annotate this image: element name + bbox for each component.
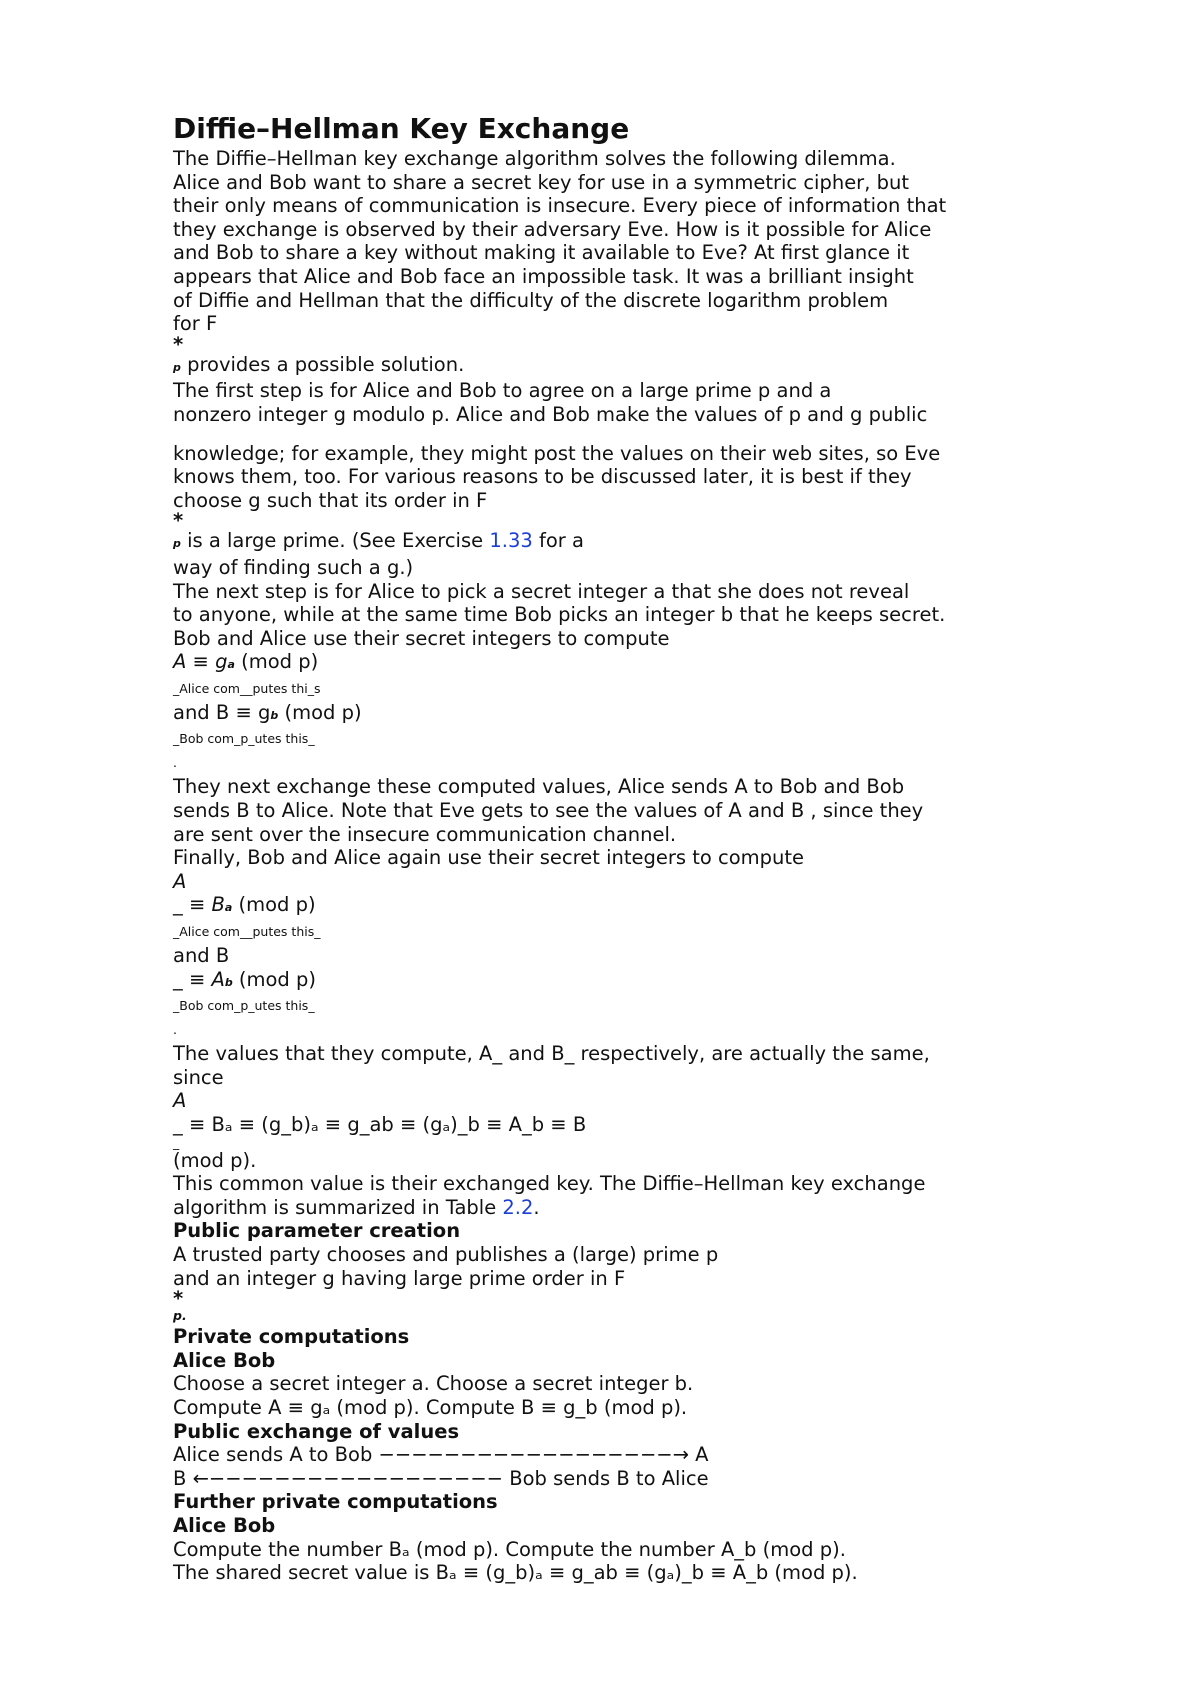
intro-line-5: and Bob to share a key without making it available to Eve? At first glance it bbox=[173, 241, 910, 265]
intro-line-9-text: provides a possible solution. bbox=[180, 352, 465, 376]
step2-equation-2 bbox=[173, 701, 1033, 728]
intro-line-2: Alice and Bob want to share a secret key for use in a symmetric cipher, but bbox=[173, 170, 909, 194]
step1-line-6a: is a large prime. (See Exercise bbox=[180, 529, 490, 553]
table-heading-private: Private computations bbox=[173, 1325, 410, 1349]
table-line-5: Compute A ≡ gₐ (mod p). Compute B ≡ g_b (mod p). bbox=[173, 1395, 688, 1419]
step3-eq2: _ ≡ A bbox=[173, 967, 225, 991]
step3-and-b: and B bbox=[173, 944, 230, 968]
step1-line-7: way of finding such a g.) bbox=[173, 555, 414, 579]
step1-sub: p bbox=[173, 537, 181, 551]
step4-underscore: _ bbox=[173, 1134, 180, 1150]
step3-equation-2 bbox=[173, 968, 1033, 995]
table-link[interactable]: 2.2 bbox=[502, 1195, 534, 1219]
step2-line-2: to anyone, while at the same time Bob picks an integer b that he keeps secret. bbox=[173, 603, 946, 627]
table-line-1: A trusted party chooses and publishes a (large) prime p bbox=[173, 1242, 719, 1266]
step1-line-6b: for a bbox=[532, 529, 584, 553]
step3-line-1: They next exchange these computed values, Alice sends A to Bob and Bob bbox=[173, 775, 905, 799]
step2-note-1: _Alice com__putes thi_s bbox=[173, 680, 321, 696]
intro-line-1: The Diffie–Hellman key exchange algorithm solves the following dilemma. bbox=[173, 147, 896, 170]
table-heading-exchange: Public exchange of values bbox=[173, 1419, 460, 1443]
table-line-9: The shared secret value is Bₐ ≡ (g_b)ₐ ≡ g_ab ≡ (gₐ)_b ≡ A_b (mod p). bbox=[173, 1561, 858, 1585]
step3-line-4: Finally, Bob and Alice again use their secret integers to compute bbox=[173, 846, 805, 870]
step2-eq2-sub: b bbox=[270, 708, 279, 722]
intro-line-6: appears that Alice and Bob face an impossible task. It was a brilliant insight bbox=[173, 264, 914, 288]
step3-eq1-sub: a bbox=[224, 901, 233, 915]
step4-mod: (mod p). bbox=[173, 1148, 257, 1172]
intro-line-8: for F bbox=[173, 312, 218, 336]
step1-line-2: nonzero integer g modulo p. Alice and Bob make the values of p and g public bbox=[173, 402, 928, 426]
step4-equation: _ ≡ Bₐ ≡ (g_b)ₐ ≡ g_ab ≡ (gₐ)_b ≡ A_b ≡ B bbox=[173, 1113, 587, 1136]
step4-line-4a: algorithm is summarized in Table bbox=[173, 1195, 503, 1219]
step2-eq1-end: (mod p) bbox=[234, 650, 319, 674]
step3-dot: . bbox=[173, 1022, 177, 1038]
step4-line-1: The values that they compute, A_ and B_ respectively, are actually the same, bbox=[173, 1042, 930, 1066]
step1-line-4: knows them, too. For various reasons to be discussed later, it is best if they bbox=[173, 465, 912, 489]
step1-line-1: The first step is for Alice and Bob to agree on a large prime p and a bbox=[173, 379, 832, 403]
step4-line-2: since bbox=[173, 1065, 224, 1089]
step4-line-4 bbox=[173, 1196, 1033, 1220]
step3-eq2-sub: b bbox=[224, 975, 233, 989]
table-line-8: Compute the number Bₐ (mod p). Compute the number A_b (mod p). bbox=[173, 1537, 846, 1561]
table-line-7: B ←−−−−−−−−−−−−−−−−−− Bob sends B to Alice bbox=[173, 1466, 709, 1490]
table-columns-1: Alice Bob bbox=[173, 1348, 276, 1372]
step3-eq1: _ ≡ B bbox=[173, 893, 225, 917]
page-title: Diffie–Hellman Key Exchange bbox=[173, 112, 630, 145]
table-columns-2: Alice Bob bbox=[173, 1513, 276, 1537]
step4-a bbox=[173, 1089, 1033, 1113]
table-sub-p: p. bbox=[173, 1308, 187, 1324]
step4-line-3: This common value is their exchanged key. The Diffie–Hellman key exchange bbox=[173, 1172, 926, 1196]
table-heading-further: Further private computations bbox=[173, 1490, 498, 1514]
intro-star: * bbox=[173, 332, 184, 356]
step3-equation-1 bbox=[173, 893, 1033, 920]
step3-line-2: sends B to Alice. Note that Eve gets to see the values of A and B , since they bbox=[173, 799, 924, 823]
step1-star: * bbox=[173, 509, 184, 533]
step1-line-6 bbox=[173, 529, 1033, 556]
step4-a-text: A bbox=[173, 1089, 187, 1113]
step4-line-4b: . bbox=[533, 1195, 540, 1219]
step2-line-1: The next step is for Alice to pick a secret integer a that she does not reveal bbox=[173, 579, 910, 603]
intro-line-7: of Diffie and Hellman that the difficulty of the discrete logarithm problem bbox=[173, 288, 889, 312]
step3-eq1-end: (mod p) bbox=[232, 893, 316, 917]
step2-eq2-end: (mod p) bbox=[278, 700, 362, 724]
intro-line-3: their only means of communication is insecure. Every piece of information that bbox=[173, 194, 947, 218]
table-line-6: Alice sends A to Bob −−−−−−−−−−−−−−−−−−→ A bbox=[173, 1443, 709, 1467]
intro-line-4: they exchange is observed by their adversary Eve. How is it possible for Alice bbox=[173, 217, 932, 241]
step2-eq2: and B ≡ g bbox=[173, 700, 271, 724]
table-heading-public-parameters: Public parameter creation bbox=[173, 1219, 461, 1243]
step3-a bbox=[173, 870, 1033, 894]
step1-line-5: choose g such that its order in F bbox=[173, 488, 488, 512]
document-page bbox=[173, 112, 1033, 1585]
step2-eq1-sub: a bbox=[227, 658, 235, 672]
table-star: * bbox=[173, 1287, 184, 1311]
step3-note-2: _Bob com_p_utes this_ bbox=[173, 998, 315, 1014]
step1-line-3: knowledge; for example, they might post the values on their web sites, so Eve bbox=[173, 441, 941, 465]
step3-eq2-end: (mod p) bbox=[232, 967, 316, 991]
step2-line-3: Bob and Alice use their secret integers to compute bbox=[173, 626, 670, 650]
intro-sub: p bbox=[173, 360, 181, 374]
intro-line-9 bbox=[173, 353, 1033, 380]
step2-note-2: _Bob com_p_utes this_ bbox=[173, 731, 315, 747]
step3-note-1: _Alice com__putes this_ bbox=[173, 924, 321, 940]
table-line-2: and an integer g having large prime order in F bbox=[173, 1266, 626, 1290]
step2-eq1: A ≡ g bbox=[173, 650, 228, 674]
exercise-link[interactable]: 1.33 bbox=[489, 529, 533, 553]
step2-dot: . bbox=[173, 755, 177, 771]
table-line-4: Choose a secret integer a. Choose a secret integer b. bbox=[173, 1372, 694, 1396]
step2-equation-1 bbox=[173, 650, 1033, 677]
step3-line-3: are sent over the insecure communication channel. bbox=[173, 822, 677, 846]
step3-a-text: A bbox=[173, 869, 187, 893]
